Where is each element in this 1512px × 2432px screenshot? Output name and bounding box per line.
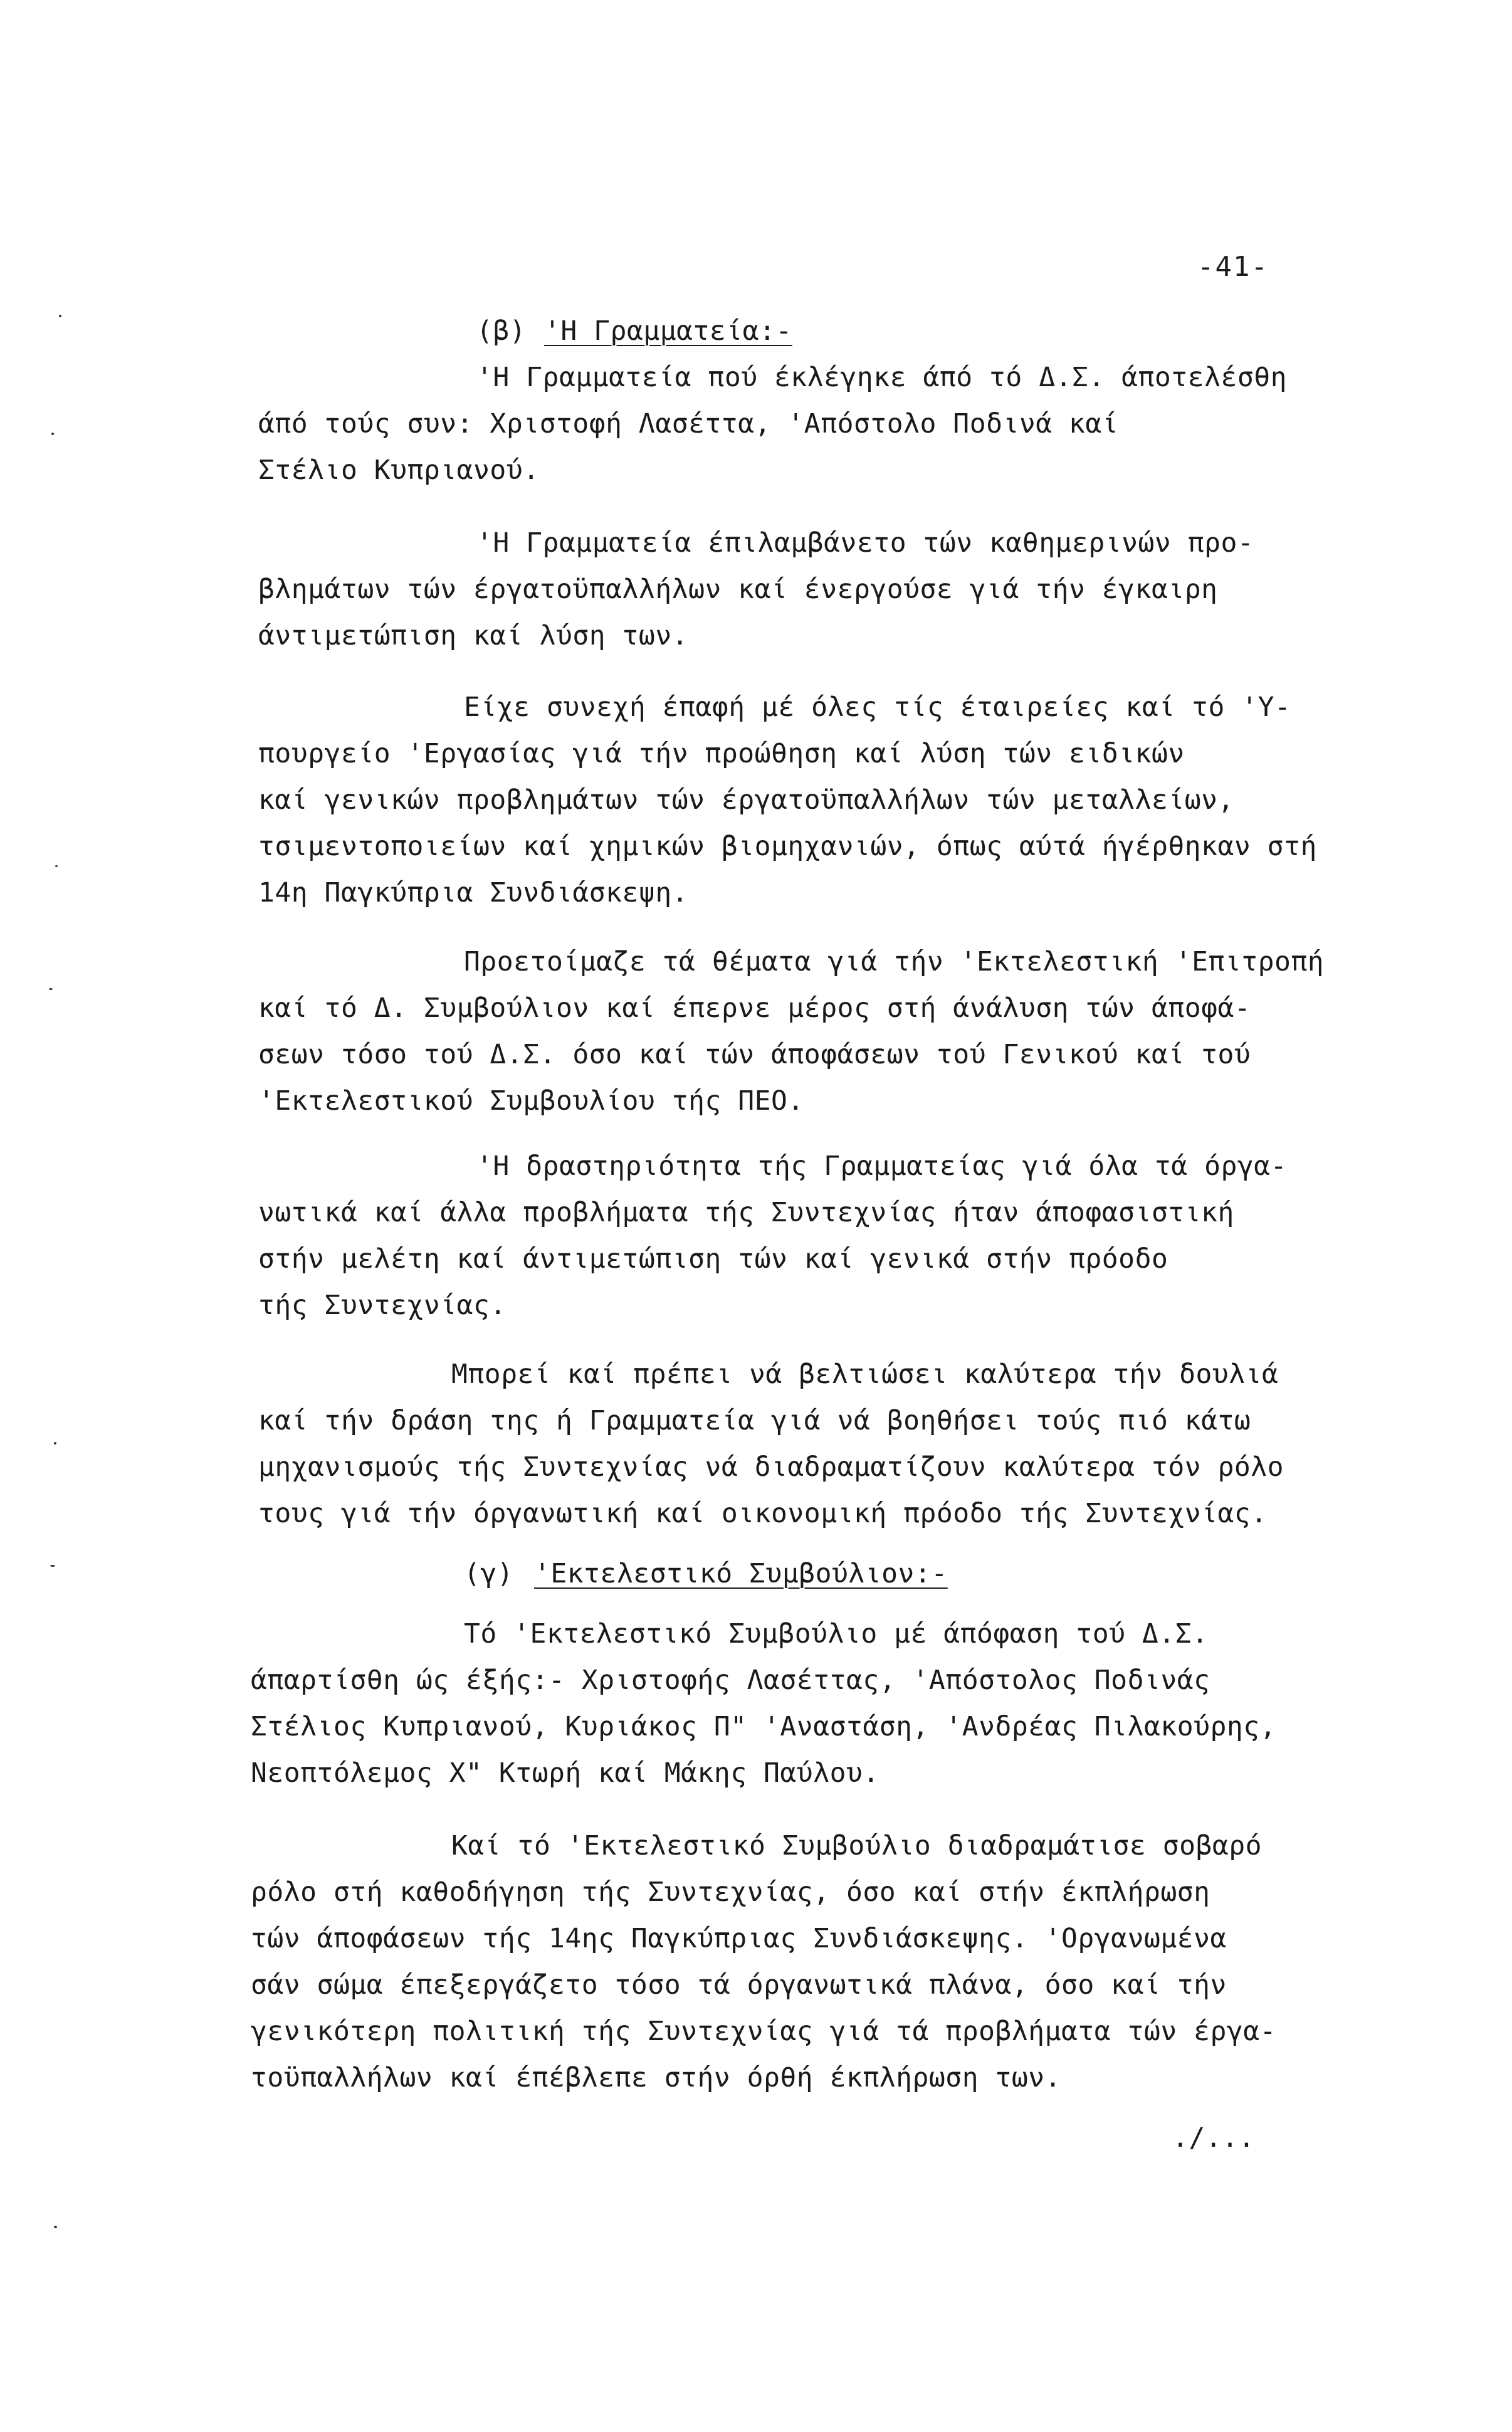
text-line: τους γιά τήν όργανωτική καί οικονομική πρόοδο τής Συντεχνίας. — [258, 1498, 1268, 1529]
text-line: τοϋπαλλήλων καί έπέβλεπε στήν όρθή έκπλήρωση των. — [251, 2062, 1062, 2093]
text-line: πουργείο 'Εργασίας γιά τήν προώθηση καί λύση τών ειδικών — [258, 738, 1185, 769]
text-line: 'Η δραστηριότητα τής Γραμματείας γιά όλα τά όργα- — [476, 1150, 1288, 1182]
text-line: άπό τούς συν: Χριστοφή Λασέττα, 'Απόστολο Ποδινά καί — [258, 408, 1119, 440]
scan-speck — [55, 865, 58, 867]
text-line: Στέλιο Κυπριανού. — [258, 455, 540, 486]
text-line: γενικότερη πολιτική τής Συντεχνίας γιά τά προβλήματα τών έργα- — [251, 2016, 1277, 2047]
text-line: νωτικά καί άλλα προβλήματα τής Συντεχνίας ήταν άποφασιστική — [258, 1197, 1234, 1228]
text-line: μηχανισμούς τής Συντεχνίας νά διαδραματίζουν καλύτερα τόν ρόλο — [258, 1451, 1284, 1483]
text-line: 'Εκτελεστικού Συμβουλίου τής ΠΕΟ. — [258, 1085, 804, 1117]
text-line: καί τό Δ. Συμβούλιον καί έπερνε μέρος στή άνάλυση τών άποφά- — [258, 992, 1251, 1024]
text-line: Τό 'Εκτελεστικό Συμβούλιο μέ άπόφαση τού Δ.Σ. — [464, 1618, 1209, 1650]
text-line: τσιμεντοποιείων καί χημικών βιομηχανιών, όπως αύτά ήγέρθηκαν στή — [258, 831, 1317, 862]
scan-speck — [59, 315, 61, 317]
text-line: καί γενικών προβλημάτων τών έργατοϋπαλλήλων τών μεταλλείων, — [258, 784, 1234, 816]
text-line: Είχε συνεχή έπαφή μέ όλες τίς έταιρείες καί τό 'Υ- — [464, 692, 1291, 723]
section-c-heading: 'Εκτελεστικό Συμβούλιον:- — [534, 1558, 948, 1589]
section-b-heading: 'Η Γραμματεία:- — [544, 315, 792, 347]
text-line: τών άποφάσεων τής 14ης Παγκύπριας Συνδιάσκεψης. 'Οργανωμένα — [251, 1923, 1227, 1954]
text-line: Προετοίμαζε τά θέματα γιά τήν 'Εκτελεστική 'Επιτροπή — [464, 946, 1325, 977]
text-line: 'Η Γραμματεία πού έκλέγηκε άπό τό Δ.Σ. άποτελέσθη — [476, 362, 1288, 393]
scan-speck — [54, 1442, 56, 1445]
section-b-marker: (β) — [476, 315, 527, 347]
scan-speck — [51, 433, 54, 435]
text-line: βλημάτων τών έργατοϋπαλλήλων καί ένεργούσε γιά τήν έγκαιρη — [258, 574, 1218, 605]
text-line: στήν μελέτη καί άντιμετώπιση τών καί γενικά στήν πρόοδο — [258, 1243, 1168, 1275]
text-line: Καί τό 'Εκτελεστικό Συμβούλιο διαδραμάτισε σοβαρό — [451, 1830, 1263, 1861]
text-line: Μπορεί καί πρέπει νά βελτιώσει καλύτερα τήν δουλιά — [451, 1359, 1279, 1390]
text-line: καί τήν δράση της ή Γραμματεία γιά νά βοηθήσει τούς πιό κάτω — [258, 1405, 1251, 1436]
continuation-marker: ./... — [1172, 2122, 1255, 2154]
text-line: άπαρτίσθη ώς έξής:- Χριστοφής Λασέττας, 'Απόστολος Ποδινάς — [251, 1665, 1210, 1696]
text-line: 14η Παγκύπρια Συνδιάσκεψη. — [258, 877, 689, 908]
scan-speck — [54, 2226, 57, 2228]
text-line: 'Η Γραμματεία έπιλαμβάνετο τών καθημερινών προ- — [476, 527, 1254, 559]
text-line: σεων τόσο τού Δ.Σ. όσο καί τών άποφάσεων τού Γενικού καί τού — [258, 1039, 1251, 1070]
text-line: άντιμετώπιση καί λύση των. — [258, 620, 689, 651]
scan-speck — [50, 1565, 55, 1567]
section-c-marker: (γ) — [464, 1558, 514, 1589]
text-line: σάν σώμα έπεξεργάζετο τόσο τά όργανωτικά πλάνα, όσο καί τήν — [251, 1969, 1227, 2001]
text-line: Νεοπτόλεμος Χ" Κτωρή καί Μάκης Παύλου. — [251, 1757, 879, 1789]
text-line: ρόλο στή καθοδήγηση τής Συντεχνίας, όσο καί στήν έκπλήρωση — [251, 1877, 1210, 1908]
text-line: Στέλιος Κυπριανού, Κυριάκος Π" 'Αναστάση, 'Ανδρέας Πιλακούρης, — [251, 1711, 1277, 1742]
text-line: τής Συντεχνίας. — [258, 1290, 507, 1321]
page-number: -41- — [1197, 251, 1269, 283]
scan-speck — [49, 988, 53, 990]
